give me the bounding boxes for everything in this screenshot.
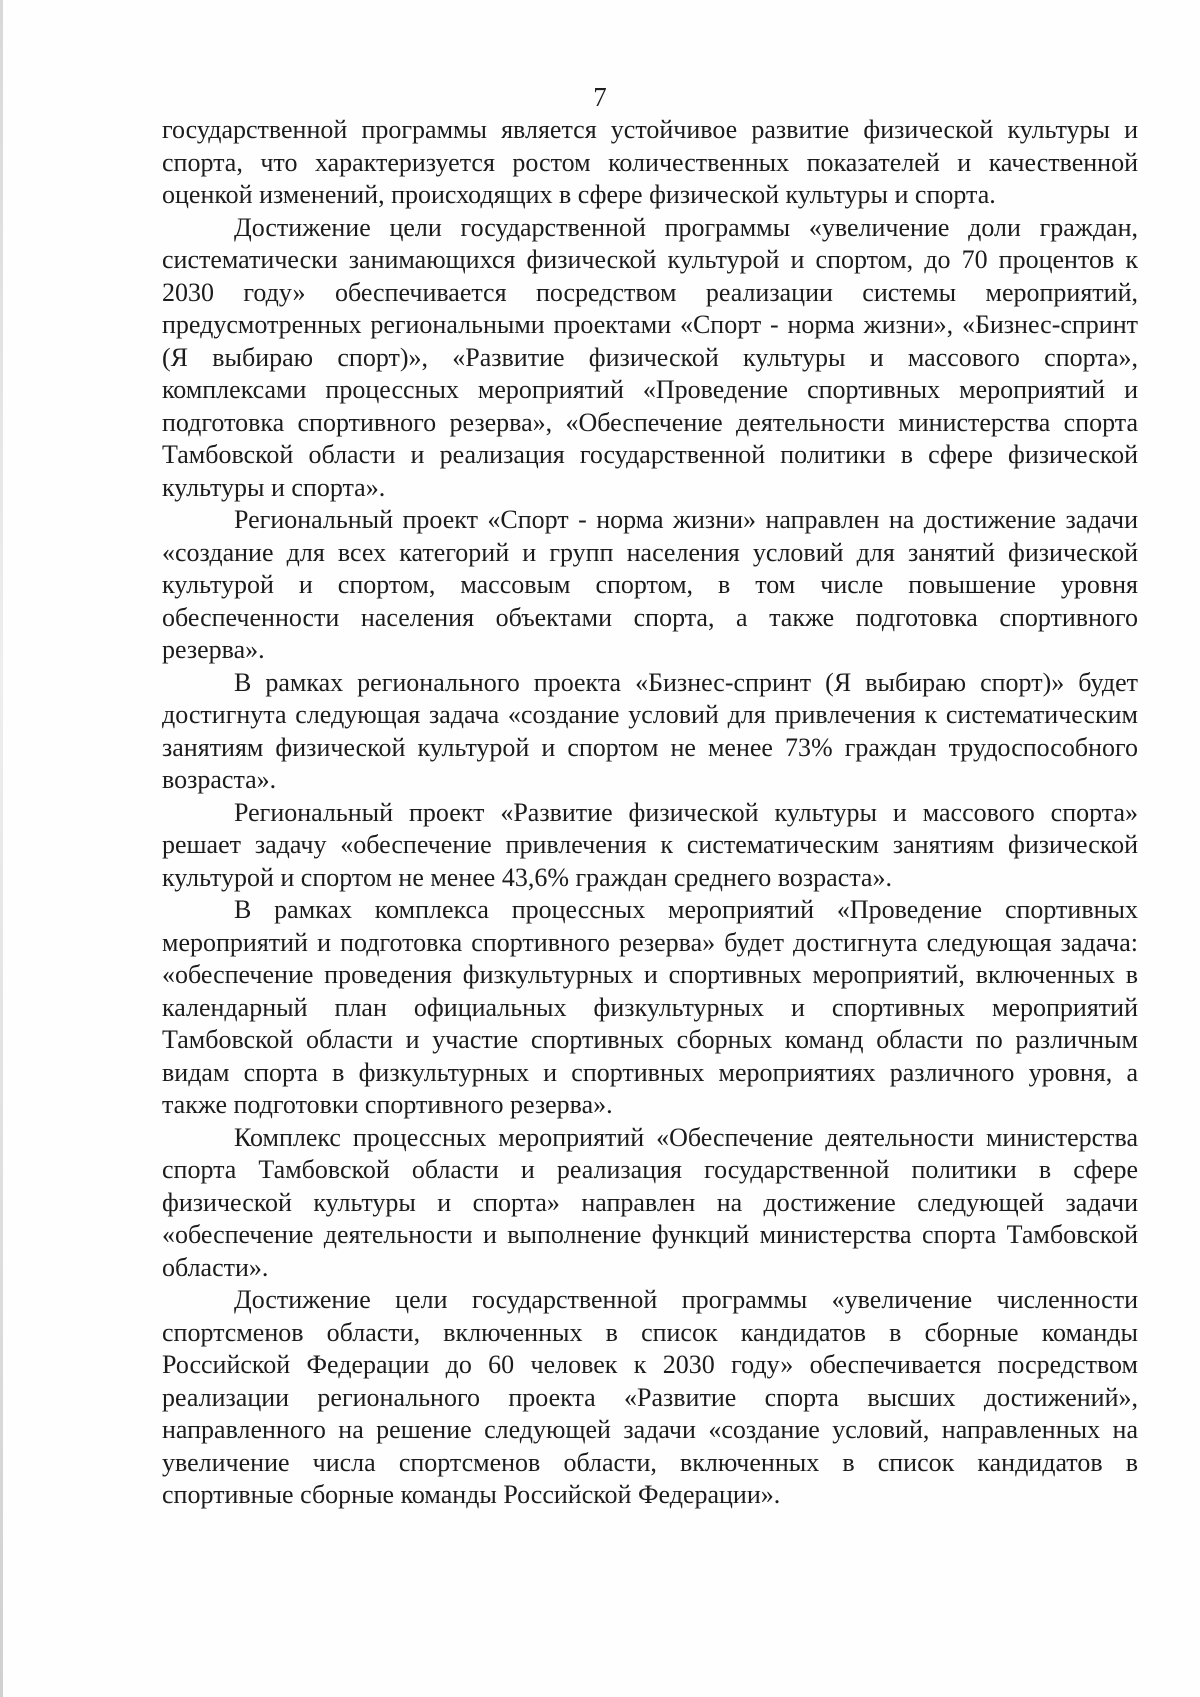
paragraph-goal-systematic-sport: Достижение цели государственной программы «увеличение доли граждан, систематически занимающихся физической культурой и спортом, до 70 процентов к 2030 году» обеспечивается посредством реализации системы мероприятий, предусмотренных региональными проектами «Спорт - норма жизни», «Бизнес-спринт (Я выбираю спорт)», «Развитие физической культуры и массового спорта», комплексами процессных мероприятий «Проведение спортивных мероприятий и подготовка спортивного резерва», «Обеспечение деятельности министерства спорта Тамбовской области и реализация государственной политики в сфере физической культуры и спорта». — [162, 212, 1138, 502]
paragraph-continuation: государственной программы является устойчивое развитие физической культуры и спорта, что характеризуется ростом количественных показателей и качественной оценкой изменений, происходящих в сфере физической культуры и спорта. — [162, 115, 1138, 209]
paragraph-high-achievements: Достижение цели государственной программы «увеличение численности спортсменов области, включенных в список кандидатов в сборные команды Российской Федерации до 60 человек к 2030 году» обеспечивается посредством реализации регионального проекта «Развитие спорта высших достижений», направленного на решение следующей задачи «создание условий, направленных на увеличение числа спортсменов области, включенных в список кандидатов в спортивные сборные команды Российской Федерации». — [162, 1285, 1138, 1509]
paragraph-mass-sport: Региональный проект «Развитие физической культуры и массового спорта» решает задачу «обеспечение привлечения к систематическим занятиям физической культурой и спортом не менее 43,6% граждан среднего возраста». — [162, 797, 1138, 892]
paragraph-business-sprint: В рамках регионального проекта «Бизнес-спринт (Я выбираю спорт)» будет достигнута следующая задача «создание условий для привлечения к систематическим занятиям физической культурой и спортом не менее 73% граждан трудоспособного возраста». — [162, 667, 1138, 794]
page-number: 7 — [593, 82, 607, 112]
paragraph-sport-norm-of-life: Региональный проект «Спорт - норма жизни» направлен на достижение задачи «создание для всех категорий и групп населения условий для занятий физической культурой и спортом, массовым спортом, в том числе повышение уровня обеспеченности населения объектами спорта, а также подготовка спортивного резерва». — [162, 505, 1138, 664]
scan-edge — [0, 0, 3, 1697]
paragraph-sport-events: В рамках комплекса процессных мероприятий «Проведение спортивных мероприятий и подготовка спортивного резерва» будет достигнута следующая задача: «обеспечение проведения физкультурных и спортивных мероприятий, включенных в календарный план официальных физкультурных и спортивных мероприятий Тамбовской области и участие спортивных сборных команд области по различным видам спорта в физкультурных и спортивных мероприятиях различного уровня, а также подготовки спортивного резерва». — [162, 895, 1138, 1119]
document-body — [162, 114, 1138, 1512]
paragraph-ministry-activity: Комплекс процессных мероприятий «Обеспечение деятельности министерства спорта Тамбовской области и реализация государственной политики в сфере физической культуры и спорта» направлен на достижение следующей задачи «обеспечение деятельности и выполнение функций министерства спорта Тамбовской области». — [162, 1122, 1138, 1282]
